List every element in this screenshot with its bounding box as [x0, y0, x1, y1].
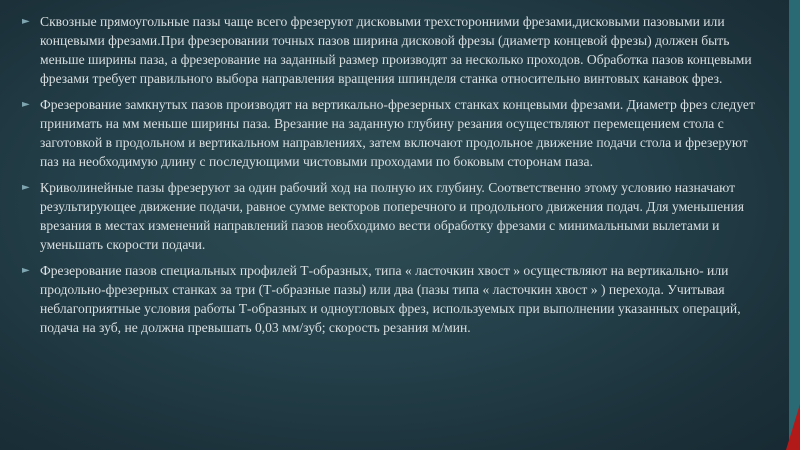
bullet-arrow-icon: ► — [22, 16, 30, 27]
bullet-paragraph — [22, 261, 762, 337]
bullet-arrow-icon: ► — [22, 99, 30, 110]
bullet-paragraph — [22, 12, 762, 88]
bullet-arrow-icon: ► — [22, 182, 30, 193]
bullet-paragraph — [22, 178, 762, 254]
paragraph-text: Криволинейные пазы фрезеруют за один рабочий ход на полную их глубину. Соответственно этому условию назначают результирующее движение подачи, равное сумме векторов поперечного и продольного движения подач. Для уменьшения врезания в местах изменений направлений пазов необходимо вести обработку фрезами с минимальными вылетами и уменьшать скорости подачи. — [40, 180, 744, 252]
accent-strip — [789, 0, 800, 450]
bullet-paragraph — [22, 95, 762, 171]
accent-triangle — [786, 404, 800, 450]
paragraph-text: Фрезерование пазов специальных профилей Т-образных, типа « ласточкин хвост » осуществляют на вертикально- или продольно-фрезерных станках за три (Т-образные пазы) или два (пазы типа « ласточкин хвост » ) перехода. Учитывая неблагоприятные условия работы Т-образных и одноугловых фрез, используемых при выполнении указанных операций, подача на зуб, не должна превышать 0,03 мм/зуб; скорость резания м/мин. — [40, 263, 741, 335]
slide-body — [22, 12, 762, 344]
paragraph-text: Сквозные прямоугольные пазы чаще всего фрезеруют дисковыми трехсторонними фрезами,дисковыми пазовыми или концевыми фрезами.При фрезеровании точных пазов ширина дисковой фрезы (диаметр концевой фрезы) должен быть меньше ширины паза, а фрезерование на заданный размер производят за несколько проходов. Обработка пазов концевыми фрезами требует правильного выбора направления вращения шпинделя станка относительно винтовых канавок фрез. — [40, 14, 752, 86]
bullet-arrow-icon: ► — [22, 265, 30, 276]
paragraph-text: Фрезерование замкнутых пазов производят на вертикально-фрезерных станках концевыми фрезами. Диаметр фрез следует принимать на мм меньше ширины паза. Врезание на заданную глубину резания осуществляют перемещением стола с заготовкой в продольном и вертикальном направлениях, затем включают продольное движение подачи стола и фрезеруют паз на необходимую длину с последующими чистовыми проходами по боковым сторонам паза. — [40, 97, 755, 169]
